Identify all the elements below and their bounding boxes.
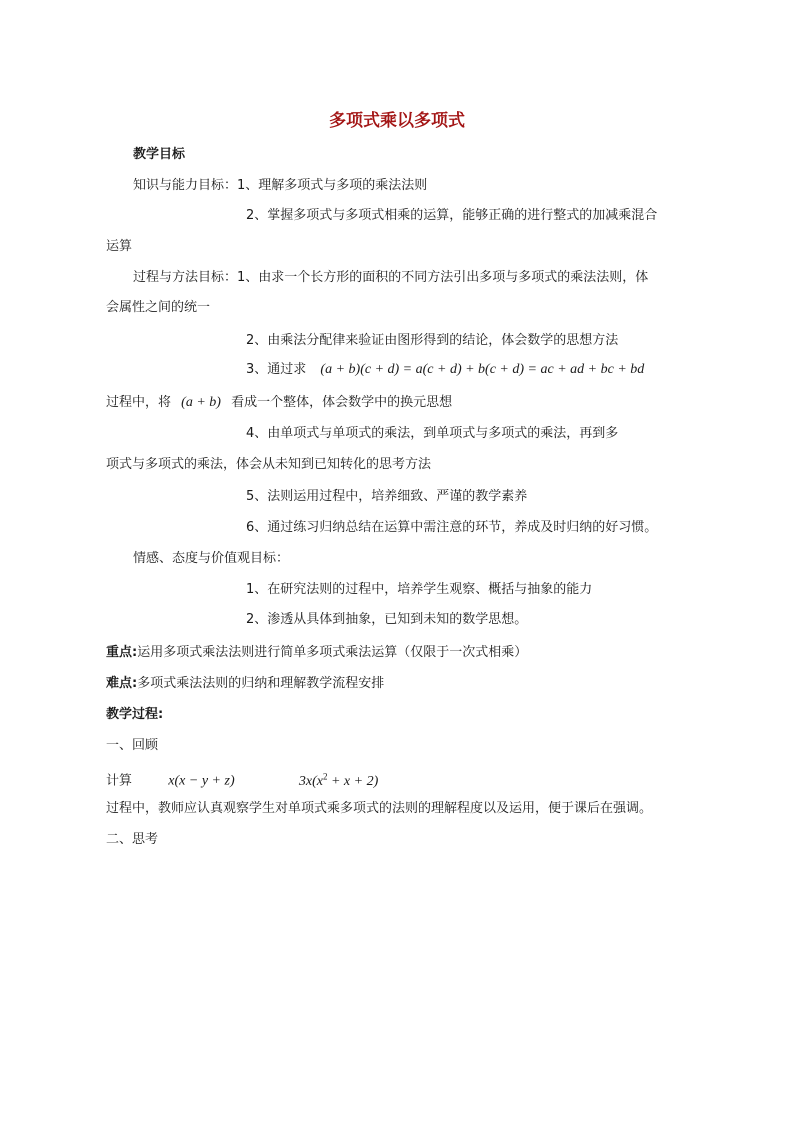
process-goal-4: 4、由单项式与单项式的乘法，到单项式与多项式的乘法，再到多 bbox=[246, 426, 619, 441]
distributive-formula: (a + b)(c + d) = a(c + d) + b(c + d) = ac + ad + bc + bd bbox=[320, 362, 645, 377]
process-goal-2: 2、由乘法分配律来验证由图形得到的结论，体会数学的思想方法 bbox=[246, 333, 619, 348]
difficulty-label: 难点: bbox=[106, 676, 138, 691]
process-goal-1-continued: 会属性之间的统一 bbox=[106, 300, 211, 315]
process-goal-3-continued bbox=[106, 393, 452, 413]
teaching-process-heading: 教学过程: bbox=[106, 707, 164, 722]
process-goal-3-cont-suffix: 看成一个整体，体会数学中的换元思想 bbox=[231, 395, 453, 410]
knowledge-goal-1: 1、理解多项式与多项的乘法法则 bbox=[237, 178, 428, 193]
difficulty-text: 多项式乘法法则的归纳和理解教学流程安排 bbox=[137, 676, 385, 691]
knowledge-goal-line-1 bbox=[133, 176, 427, 196]
expression-2-part-b: + x + 2) bbox=[327, 773, 379, 789]
difficulty-line bbox=[106, 674, 384, 694]
process-goal-1: 1、由求一个长方形的面积的不同方法引出多项与多项式的乘法法则，体 bbox=[237, 270, 649, 285]
expression-2-exponent: 2 bbox=[322, 771, 328, 781]
expression-1: x(x − y + z) bbox=[168, 773, 235, 789]
process-goal-5: 5、法则运用过程中，培养细致、严谨的教学素养 bbox=[246, 489, 528, 504]
expression-2 bbox=[298, 771, 379, 789]
process-goal-4-continued: 项式与多项式的乘法，体会从未知到已知转化的思考方法 bbox=[106, 457, 432, 472]
a-plus-b-formula: (a + b) bbox=[181, 395, 221, 410]
emotion-goal-2: 2、渗透从具体到抽象，已知到未知的数学思想。 bbox=[246, 612, 528, 627]
calc-label: 计算 bbox=[106, 773, 133, 789]
expression-2-part-a: 3x(x bbox=[298, 773, 323, 789]
process-goal-line-1 bbox=[133, 268, 648, 288]
key-point-text: 运用多项式乘法法则进行简单多项式乘法运算（仅限于一次式相乘） bbox=[137, 645, 528, 660]
process-goal-3-prefix: 3、通过求 bbox=[246, 362, 307, 377]
key-point-line bbox=[106, 643, 527, 663]
document-title: 多项式乘以多项式 bbox=[329, 111, 465, 131]
key-point-label: 重点: bbox=[106, 645, 138, 660]
goals-heading: 教学目标 bbox=[133, 147, 186, 162]
knowledge-goal-2: 2、掌握多项式与多项式相乘的运算，能够正确的进行整式的加减乘混合 bbox=[246, 208, 658, 223]
process-goal-6: 6、通过练习归纳总结在运算中需注意的环节，养成及时归纳的好习惯。 bbox=[246, 520, 658, 535]
emotion-goal-1: 1、在研究法则的过程中，培养学生观察、概括与抽象的能力 bbox=[246, 582, 593, 597]
review-heading: 一、回顾 bbox=[106, 738, 159, 753]
process-goal-3-cont-prefix: 过程中，将 bbox=[106, 395, 172, 410]
process-goal-label: 过程与方法目标： bbox=[133, 270, 238, 285]
knowledge-goal-label: 知识与能力目标： bbox=[133, 178, 238, 193]
calculation-line bbox=[106, 766, 378, 792]
emotion-goal-label: 情感、态度与价值观目标： bbox=[133, 551, 290, 566]
process-note: 过程中，教师应认真观察学生对单项式乘多项式的法则的理解程度以及运用，便于课后在强调。 bbox=[106, 801, 653, 816]
knowledge-goal-2-continued: 运算 bbox=[106, 239, 133, 254]
think-heading: 二、思考 bbox=[106, 832, 159, 847]
process-goal-3 bbox=[246, 360, 644, 380]
